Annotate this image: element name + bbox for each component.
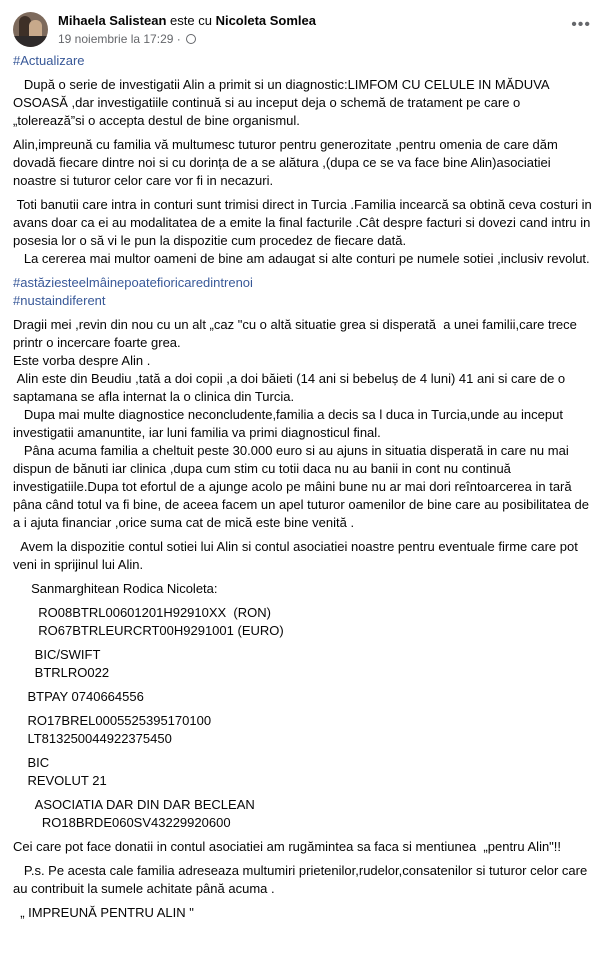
account-owner: Sanmarghitean Rodica Nicoleta: — [13, 581, 218, 596]
hashtag-actualizare[interactable]: #Actualizare — [13, 53, 85, 68]
post-timestamp[interactable]: 19 noiembrie la 17:29 · — [58, 32, 181, 46]
paragraph-mention: Cei care pot face donatii in contul asociatiei am rugămintea sa faca si mentiunea „pentru Alin"!! — [13, 839, 562, 854]
account-revolut: BIC REVOLUT 21 — [27, 755, 107, 788]
account-btpay: BTPAY 0740664556 — [13, 689, 144, 704]
account-brel-lt: RO17BREL0005525395170100 LT813250044922375450 — [27, 713, 212, 746]
paragraph-diagnostic: După o serie de investigatii Alin a primit si un diagnostic:LIMFOM CU CELULE IN MĂDUVA OSOASĂ ,dar investigatiile continuă si au inceput deja o schemă de tratament pe care o „tolerează”si o accepta destul de bine organismul. — [13, 77, 553, 128]
post-header — [13, 12, 603, 48]
paragraph-thanks: Alin,impreună cu familia vă multumesc tuturor pentru generozitate ,pentru omenia de care dăm dovadă fiecare dintre noi si cu dorința de a se alătura ,(dupa ce se va face bine Alin)asociatiei noastre si tuturor celor care vor fi in necazuri. — [13, 137, 562, 188]
post-body — [13, 52, 593, 928]
paragraph-ps: P.s. Pe acesta cale familia adreseaza multumiri prietenilor,rudelor,consatenilor si tuturor celor care au contribuit la sumele achitate până acuma . — [13, 863, 591, 896]
account-iban-list: RO08BTRL00601201H92910XX (RON) RO67BTRLEURCRT00H9291001 (EURO) — [38, 605, 284, 638]
globe-icon — [186, 34, 196, 44]
account-association: ASOCIATIA DAR DIN DAR BECLEAN RO18BRDE060SV43229920600 — [34, 797, 255, 830]
with-text: este cu — [170, 13, 212, 28]
post-author-line — [58, 13, 316, 28]
author-name[interactable]: Mihaela Salistean — [58, 13, 167, 28]
paragraph-case: Dragii mei ,revin din nou cu un alt „caz "cu o altă situatie grea si disperată a unei familii,care trece printr o incercare foarte grea. Este vorba despre Alin . Alin este din Beudiu ,tată a doi copii ,a doi băieti (14 ani si bebeluș de 4 luni) 41 ani si care de o saptamana se afla internat la o clinica din Turcia. Dupa mai multe diagnostice neconcludente,familia a decis sa l duca in Turcia,unde au inceput investigatii amanuntite, iar luni familia va primi diagnosticul final. Pâna acuma familia a cheltuit peste 30.000 euro si au ajuns in situatia disperată in care nu mai dispun de bănuti iar clinica ,dupa cum stim cu totii daca nu au banii in cont nu continuă investigatiile.Dupa tot efortul de a ajunge acolo pe mâini bune nu ar mai dori reîntoarcerea in tară pâna când totul va fi bine, de aceea facem un apel tuturor oamenilor de bine care au posibilitatea de a i ajuta financiar ,orice suma cat de mică este bine venită . — [13, 317, 589, 530]
more-options-icon[interactable]: ••• — [571, 16, 591, 33]
paragraph-accounts-intro: Avem la dispozitie contul sotiei lui Alin si contul asociatiei noastre pentru eventuale firme care pot veni in sprijinul lui Alin. — [13, 539, 582, 572]
hashtag-nustaindiferent[interactable]: #nustaindiferent — [13, 293, 106, 308]
tagged-name[interactable]: Nicoleta Somlea — [215, 13, 316, 28]
paragraph-closing: „ IMPREUNĂ PENTRU ALIN " — [13, 905, 194, 920]
hashtag-today[interactable]: #astăziesteelmâinepoatefioricaredintrenoi — [13, 275, 253, 290]
post-meta — [58, 32, 196, 46]
account-bic-swift: BIC/SWIFT BTRLRO022 — [34, 647, 110, 680]
avatar[interactable] — [13, 12, 48, 47]
paragraph-turkey-funds: Toti banutii care intra in conturi sunt trimisi direct in Turcia .Familia incearcă sa obtină ceva costuri in avans doar ca ei au modalitatea de a emite la final facturile .Cât despre facturi si dovezi cand intru in posesia lor o să vi le pun la dispozitie cum procedez de fiecare dată. La cererea mai multor oameni de bine am adaugat si alte conturi pe numele sotiei ,inclusiv revolut. — [13, 197, 592, 266]
